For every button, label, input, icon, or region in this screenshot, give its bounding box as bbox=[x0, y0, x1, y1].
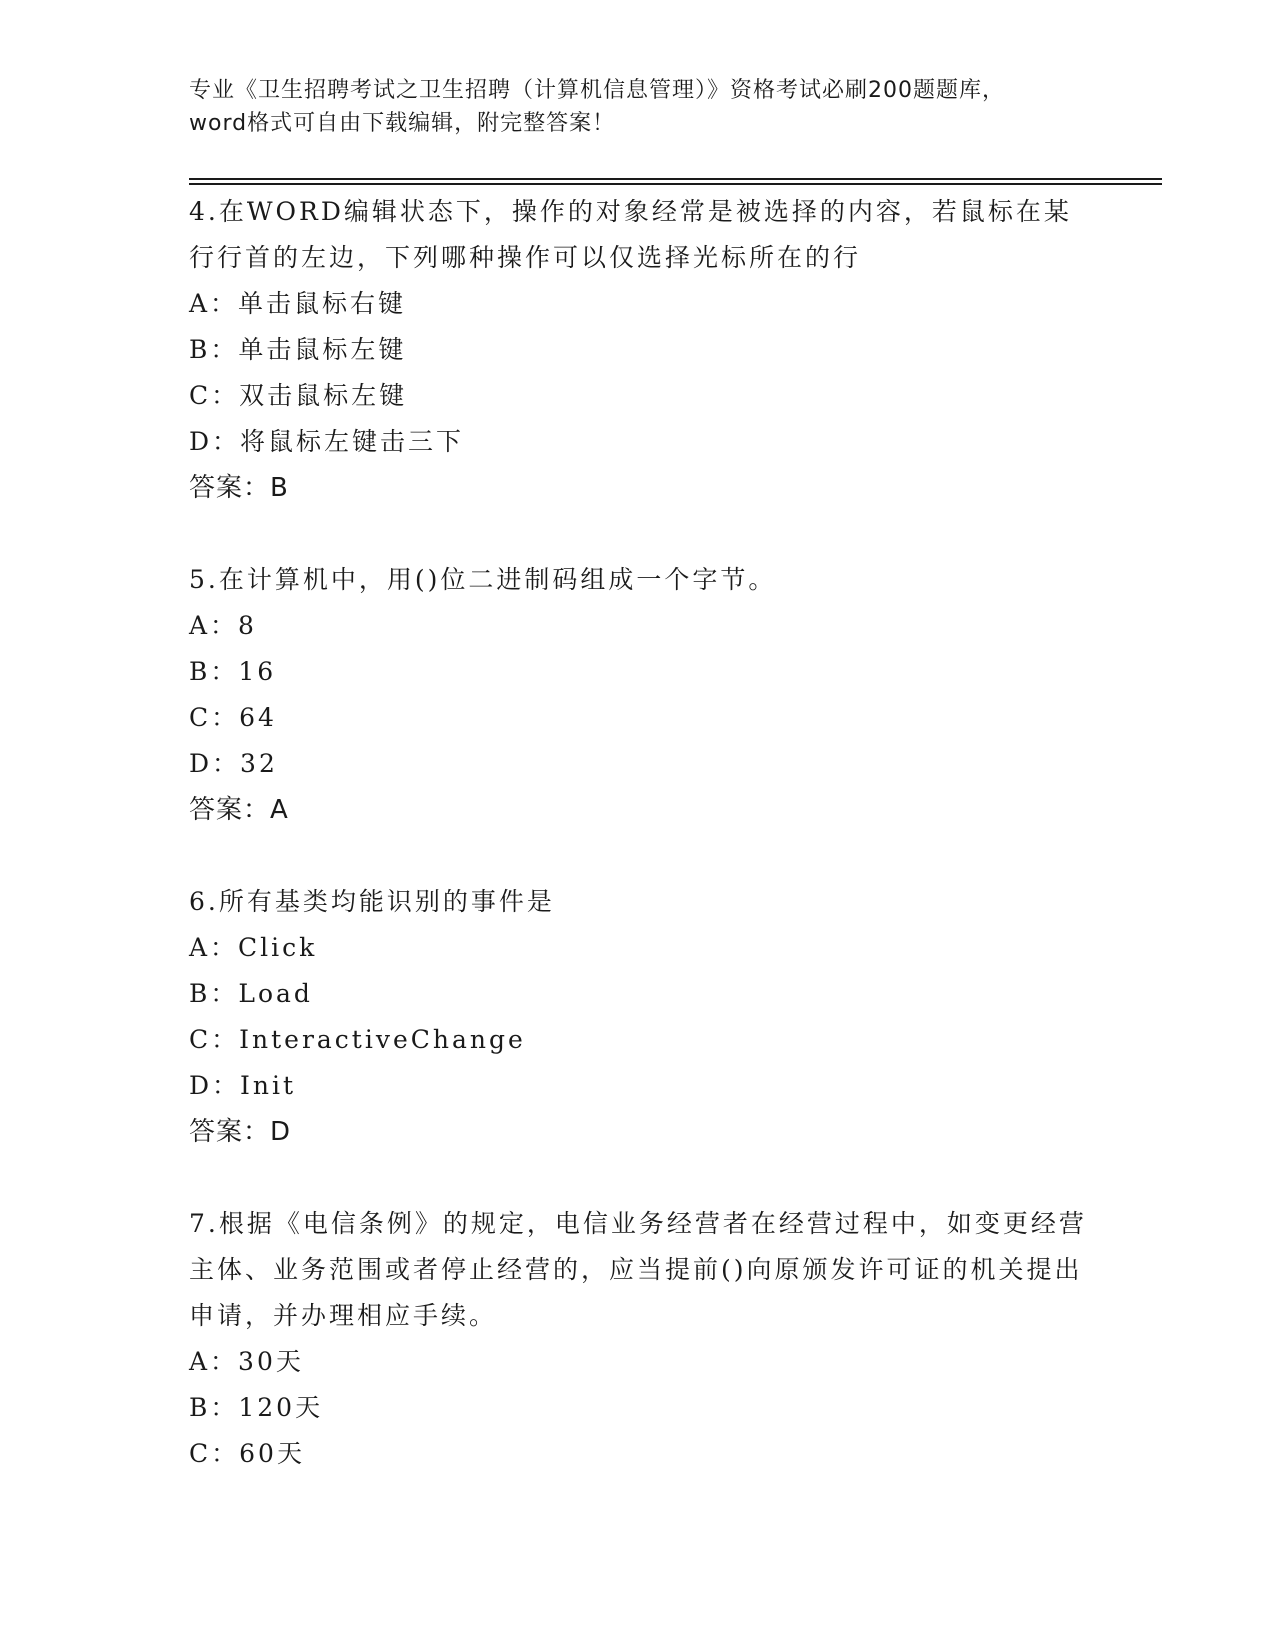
option-c: C：InteractiveChange bbox=[189, 1025, 526, 1054]
spacer bbox=[189, 511, 1089, 557]
question-text: 4.在WORD编辑状态下，操作的对象经常是被选择的内容，若鼠标在某行行首的左边，下列哪种操作可以仅选择光标所在的行 bbox=[189, 197, 1072, 272]
option-d: D：Init bbox=[189, 1071, 297, 1100]
option-b: B：Load bbox=[189, 979, 313, 1008]
question-5 bbox=[189, 557, 1089, 833]
header-divider-top bbox=[189, 178, 1162, 180]
option-a: A：单击鼠标右键 bbox=[189, 289, 407, 318]
document-header bbox=[189, 74, 1089, 140]
question-list bbox=[189, 189, 1089, 1477]
option-d: D：将鼠标左键击三下 bbox=[189, 427, 465, 456]
question-text: 5.在计算机中，用()位二进制码组成一个字节。 bbox=[189, 565, 777, 594]
option-c: C：60天 bbox=[189, 1439, 305, 1468]
question-6 bbox=[189, 879, 1089, 1155]
spacer bbox=[189, 833, 1089, 879]
question-text: 6.所有基类均能识别的事件是 bbox=[189, 887, 555, 916]
answer-label: 答案：A bbox=[189, 795, 289, 825]
question-4 bbox=[189, 189, 1089, 511]
question-text: 7.根据《电信条例》的规定，电信业务经营者在经营过程中，如变更经营主体、业务范围或者停止经营的，应当提前()向原颁发许可证的机关提出申请，并办理相应手续。 bbox=[189, 1209, 1087, 1330]
option-c: C：64 bbox=[189, 703, 277, 732]
header-line-1: 专业《卫生招聘考试之卫生招聘（计算机信息管理）》资格考试必刷200题题库， bbox=[189, 78, 1005, 103]
option-a: A：30天 bbox=[189, 1347, 304, 1376]
spacer bbox=[189, 1155, 1089, 1201]
option-b: B：单击鼠标左键 bbox=[189, 335, 407, 364]
option-d: D：32 bbox=[189, 749, 278, 778]
option-b: B：120天 bbox=[189, 1393, 324, 1422]
question-7 bbox=[189, 1201, 1089, 1477]
answer-label: 答案：B bbox=[189, 473, 289, 503]
option-a: A：8 bbox=[189, 611, 257, 640]
option-c: C：双击鼠标左键 bbox=[189, 381, 408, 410]
header-line-2: word格式可自由下载编辑，附完整答案！ bbox=[189, 111, 616, 136]
option-b: B：16 bbox=[189, 657, 277, 686]
option-a: A：Click bbox=[189, 933, 318, 962]
header-divider-bottom bbox=[189, 183, 1162, 185]
answer-label: 答案：D bbox=[189, 1117, 292, 1147]
